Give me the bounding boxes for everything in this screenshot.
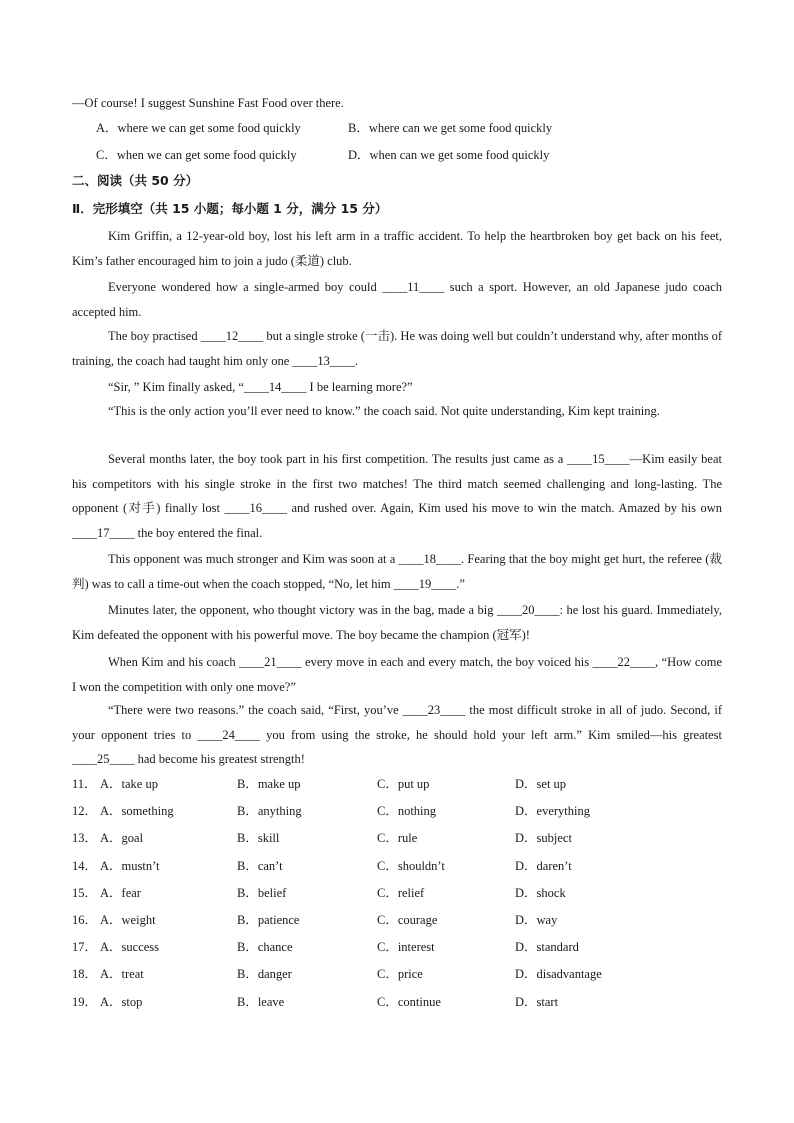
option-c: C．courage (377, 913, 438, 927)
option-b: B．chance (237, 940, 293, 955)
option-c: C．shouldn’t (377, 858, 445, 873)
option-a: A．something (100, 804, 174, 819)
option-c: C．price (377, 967, 423, 982)
passage-paragraph: The boy practised ____12____ but a single stroke (一击). He was doing well but couldn’t understand why, after months of training, the coach had taught him only one ____13____. (72, 329, 722, 368)
option-b: B．belief (237, 885, 287, 900)
option-d: D．when can we get some food quickly (348, 148, 550, 162)
passage-paragraph: When Kim and his coach ____21____ every move in each and every match, the boy voiced his ____22____, “How come I won the competition with only one move?” (72, 655, 722, 694)
passage-paragraph: “There were two reasons.” the coach said, “First, you’ve ____23____ the most difficult stroke in all of judo. Second, if your opponent tries to ____24____ you from using the stroke, he should hold your left arm.” Kim smiled—his greatest ____25____ had become his greatest strength! (72, 703, 722, 766)
option-b: B．skill (237, 831, 280, 846)
option-a: A．where we can get some food quickly (96, 121, 301, 135)
option-a: A．mustn’t (100, 858, 160, 873)
option-b: B．make up (237, 777, 301, 791)
answer-line: —Of course! I suggest Sunshine Fast Food over there. (72, 96, 344, 110)
section-subtitle: Ⅱ．完形填空（共 15 小题；每小题 1 分，满分 15 分） (72, 201, 388, 216)
option-a: A．weight (100, 913, 156, 927)
option-a: A．success (100, 940, 160, 955)
question-row (72, 803, 722, 819)
passage-paragraph: Kim Griffin, a 12-year-old boy, lost his left arm in a traffic accident. To help the heartbroken boy get back on his feet, Kim’s father encouraged him to join a judo (柔道) club. (72, 229, 722, 268)
passage-paragraph: This opponent was much stronger and Kim was soon at a ____18____. Fearing that the boy might get hurt, the referee (裁判) was to call a time-out when the coach stopped, “No, let him ____19____.” (72, 552, 722, 591)
question-number: 14． (72, 858, 98, 873)
question-row (72, 939, 722, 955)
option-d: D．daren’t (515, 858, 572, 873)
option-d: D．way (515, 913, 558, 927)
question-number: 15． (72, 885, 98, 900)
option-c: C．continue (377, 994, 441, 1009)
option-b: B．danger (237, 967, 292, 982)
option-d: D．start (515, 994, 559, 1009)
option-d: D．subject (515, 831, 572, 846)
question-row (72, 776, 722, 792)
option-b: B．leave (237, 994, 285, 1009)
option-d: D．disadvantage (515, 967, 602, 982)
option-c: C．nothing (377, 804, 437, 819)
section-title: 二、阅读（共 50 分） (72, 173, 199, 188)
option-b: B．patience (237, 913, 300, 927)
option-d: D．set up (515, 777, 567, 791)
question-row (72, 994, 722, 1010)
question-number: 19． (72, 994, 98, 1009)
option-c: C．rule (377, 831, 418, 846)
question-row (72, 966, 722, 982)
passage-paragraph: Several months later, the boy took part in his first competition. The results just came as a ____15____—Kim easily beat his competitors with his single stroke in the first two matches! The third match seemed challenging and long-lasting. The opponent (对手) finally lost ____16____ and rushed over. Again, Kim used his move to win the match. Amazed by his own ____17____ the boy entered the final. (72, 452, 722, 540)
option-a: A．treat (100, 967, 144, 982)
passage-paragraph: “Sir, ” Kim finally asked, “____14____ I be learning more?” (108, 380, 413, 394)
option-b: B．anything (237, 804, 302, 819)
passage-paragraph: Minutes later, the opponent, who thought victory was in the bag, made a big ____20____: he lost his guard. Immediately, Kim defeated the opponent with his powerful move. The boy became the champion (冠军)! (72, 603, 722, 642)
option-a: A．goal (100, 831, 144, 846)
question-number: 16． (72, 913, 98, 927)
option-d: D．everything (515, 804, 590, 819)
question-row (72, 830, 722, 846)
option-d: D．shock (515, 885, 566, 900)
question-row (72, 912, 722, 928)
option-a: A．take up (100, 777, 158, 791)
question-number: 11． (72, 777, 97, 791)
option-b: B．can’t (237, 858, 283, 873)
option-d: D．standard (515, 940, 579, 955)
option-a: A．fear (100, 885, 141, 900)
question-number: 18． (72, 967, 98, 982)
option-c: C．relief (377, 885, 425, 900)
question-number: 13． (72, 831, 98, 846)
option-a: A．stop (100, 994, 143, 1009)
option-b: B．where can we get some food quickly (348, 121, 553, 135)
question-number: 12． (72, 804, 98, 819)
question-row (72, 885, 722, 901)
option-c: C．when we can get some food quickly (96, 148, 297, 162)
option-c: C．put up (377, 777, 430, 791)
question-number: 17． (72, 940, 98, 955)
question-row (72, 858, 722, 874)
option-c: C．interest (377, 940, 435, 955)
passage-paragraph: Everyone wondered how a single-armed boy could ____11____ such a sport. However, an old Japanese judo coach accepted him. (72, 280, 722, 319)
passage-paragraph: “This is the only action you’ll ever need to know.” the coach said. Not quite understanding, Kim kept training. (108, 404, 660, 418)
